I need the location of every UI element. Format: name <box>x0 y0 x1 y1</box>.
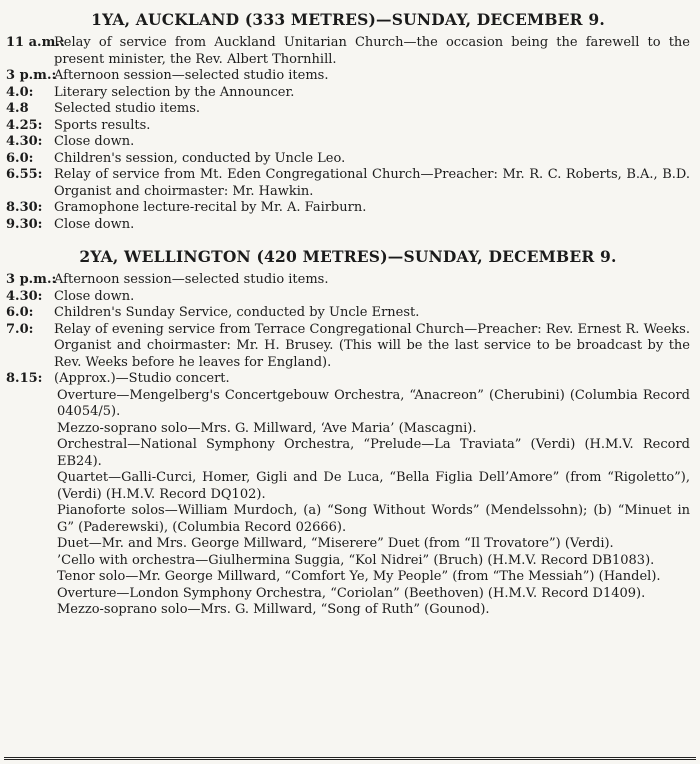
program-time: 4.0: <box>6 84 34 100</box>
program-time: 8.15: <box>6 371 43 386</box>
program-entry <box>6 167 690 200</box>
station-heading-1ya: 1YA, AUCKLAND (333 METRES)—SUNDAY, DECEMBER 9. <box>91 10 605 29</box>
program-time: 6.0: <box>6 150 34 166</box>
bottom-double-rule <box>4 757 696 760</box>
program-time: 11 a.m.: <box>6 35 65 50</box>
program-text: Sports results. <box>54 117 151 133</box>
program-time: 7.0: <box>6 321 34 337</box>
section-gap <box>6 233 690 243</box>
program-time: 4.30: <box>6 288 43 304</box>
program-entry <box>6 101 690 118</box>
program-text: Selected studio items. <box>54 101 201 116</box>
program-text: Afternoon session—selected studio items. <box>54 272 329 287</box>
program-entry <box>6 118 690 135</box>
program-time: 9.30: <box>6 216 43 232</box>
program-entry <box>6 217 690 234</box>
concert-item: ’Cello with orchestra—Giulhermina Suggia, “Kol Nidrei” (Bruch) (H.M.V. Record DB1083). <box>57 552 655 568</box>
program-entry <box>6 68 690 85</box>
program-time: 6.55: <box>6 167 43 182</box>
station-heading-2ya: 2YA, WELLINGTON (420 METRES)—SUNDAY, DECEMBER 9. <box>79 247 617 266</box>
program-list-2ya <box>6 272 690 388</box>
program-text: Relay of evening service from Terrace Congregational Church—Preacher: Rev. Ernest R. Weeks. Organist and choirmaster: Mr. H. Brusey. (This will be the last service to be broadcast by the Rev. Weeks before he leaves for England). <box>54 321 690 370</box>
program-text: Literary selection by the Announcer. <box>54 84 295 100</box>
program-time: 3 p.m.: <box>6 68 57 83</box>
program-text: Relay of service from Auckland Unitarian Church—the occasion being the farewell to the present minister, the Rev. Albert Thornhill. <box>54 35 690 67</box>
program-list-1ya <box>6 35 690 233</box>
program-entry <box>6 85 690 102</box>
program-entry <box>6 322 690 372</box>
program-entry <box>6 134 690 151</box>
program-text: Relay of service from Mt. Eden Congregational Church—Preacher: Mr. R. C. Roberts, B.A., B.D. Organist and choirmaster: Mr. Hawkin. <box>54 167 690 199</box>
program-text: Gramophone lecture-recital by Mr. A. Fairburn. <box>54 200 367 215</box>
concert-item: Mezzo-soprano solo—Mrs. G. Millward, ‘Ave Maria’ (Mascagni). <box>57 420 477 436</box>
program-text: Close down. <box>54 134 135 149</box>
program-entry <box>6 151 690 168</box>
concert-item: Mezzo-soprano solo—Mrs. G. Millward, “Song of Ruth” (Gounod). <box>57 602 490 617</box>
program-text: Close down. <box>54 216 135 232</box>
program-text: (Approx.)—Studio concert. <box>54 371 230 386</box>
program-time: 6.0: <box>6 305 34 320</box>
program-text: Children's session, conducted by Uncle Leo. <box>54 150 346 166</box>
concert-item: Pianoforte solos—William Murdoch, (a) “Song Without Words” (Mendelssohn); (b) “Minuet in G” (Paderewski), (Columbia Record 02666). <box>57 503 690 535</box>
concert-item: Overture—London Symphony Orchestra, “Coriolan” (Beethoven) (H.M.V. Record D1409). <box>57 585 646 601</box>
program-time: 4.30: <box>6 134 43 149</box>
concert-item: Duet—Mr. and Mrs. George Millward, “Miserere” Duet (from “Il Trovatore”) (Verdi). <box>57 536 614 551</box>
program-text: Close down. <box>54 288 135 304</box>
program-text: Children's Sunday Service, conducted by Uncle Ernest. <box>54 305 420 320</box>
concert-item: Tenor solo—Mr. George Millward, “Comfort Ye, My People” (from “The Messiah”) (Handel). <box>57 569 661 584</box>
concert-item: Orchestral—National Symphony Orchestra, “Prelude—La Traviata” (Verdi) (H.M.V. Record EB24). <box>57 437 690 469</box>
concert-item: Overture—Mengelberg's Concertgebouw Orchestra, “Anacreon” (Cherubini) (Columbia Record 04054/5). <box>57 387 690 419</box>
program-text: Afternoon session—selected studio items. <box>54 68 329 83</box>
program-time: 3 p.m.: <box>6 272 57 287</box>
program-entry <box>6 289 690 306</box>
concert-item: Quartet—Galli-Curci, Homer, Gigli and De Luca, “Bella Figlia Dell’Amore” (from “Rigoletto”), (Verdi) (H.M.V. Record DQ102). <box>57 470 690 502</box>
program-entry <box>6 272 690 289</box>
program-entry <box>6 305 690 322</box>
concert-items <box>6 388 690 619</box>
program-time: 4.8 <box>6 101 29 116</box>
program-time: 4.25: <box>6 117 43 133</box>
program-entry <box>6 35 690 68</box>
program-entry <box>6 371 690 388</box>
program-time: 8.30: <box>6 200 43 215</box>
program-entry <box>6 200 690 217</box>
